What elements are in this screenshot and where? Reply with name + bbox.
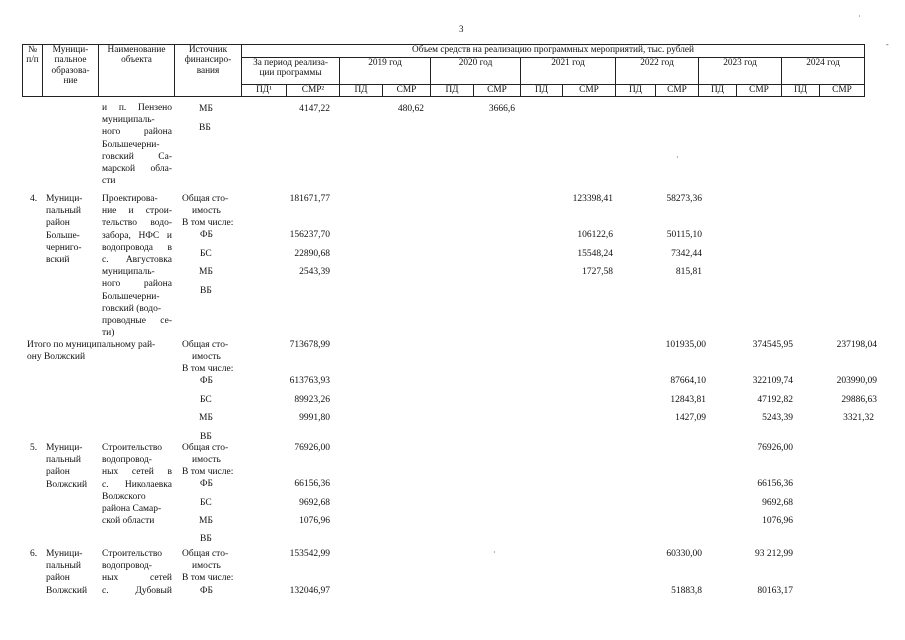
- source-total-line: В том числе:: [182, 218, 234, 229]
- value-cell: 5243,39: [762, 413, 793, 423]
- pd-header: ПД¹: [242, 85, 287, 97]
- municipality-line: черниго-: [46, 242, 82, 253]
- source-total-line: Общая сто-: [182, 443, 229, 453]
- value-cell: 203990,09: [836, 376, 877, 386]
- source-label: БС: [200, 498, 212, 508]
- value-cell: 51883,8: [671, 586, 702, 596]
- source-label: МБ: [199, 413, 213, 423]
- object-line: муниципаль-: [102, 267, 155, 278]
- pd-header: ПД: [616, 85, 656, 97]
- object-line: ного района: [102, 279, 172, 290]
- itogo-label-line: Итого по муниципальному рай-: [27, 340, 156, 350]
- municipality-line: район: [46, 573, 70, 584]
- value-cell: 237198,04: [836, 340, 877, 350]
- page-number: 3: [459, 24, 464, 34]
- object-line: забора, НФС и: [102, 230, 172, 241]
- itogo-label-line: ону Волжский: [27, 352, 86, 363]
- source-total-line: В том числе:: [182, 467, 234, 478]
- object-line: водопровода в: [102, 242, 172, 253]
- value-cell: 60330,00: [666, 549, 702, 559]
- object-line: Строительство: [102, 443, 163, 453]
- year-2019-header: 2019 год: [340, 58, 431, 85]
- col-municipality-header: Муници- пальное образова- ние: [43, 45, 99, 97]
- municipality-line: район: [46, 218, 70, 229]
- source-total-line: В том числе:: [182, 364, 234, 375]
- object-line: ных сетей: [102, 573, 172, 584]
- value-cell: 29886,63: [841, 395, 877, 405]
- row-number: 5.: [30, 443, 38, 453]
- itogo-source-total: [182, 339, 233, 376]
- source-total-line: имость: [192, 206, 221, 217]
- source-label: ВБ: [200, 432, 212, 442]
- value-cell: 1076,96: [762, 516, 793, 526]
- value-cell: 181671,77: [289, 194, 330, 204]
- value-cell: 815,81: [675, 267, 702, 277]
- value-cell: 1076,96: [299, 516, 330, 526]
- scan-speck: ·: [858, 12, 861, 21]
- pd-header: ПД: [340, 85, 383, 97]
- source-label: МБ: [199, 516, 213, 526]
- year-2022-header: 2022 год: [616, 58, 699, 85]
- smr-header: СМР²: [287, 85, 340, 97]
- row6-source-total: [182, 548, 233, 585]
- object-line: с. Николаевка: [102, 479, 172, 490]
- year-2024-header: 2024 год: [782, 58, 865, 85]
- value-cell: 374545,95: [752, 340, 793, 350]
- value-cell: 76926,00: [294, 443, 330, 453]
- year-2020-header: 2020 год: [431, 58, 521, 85]
- value-cell: 22890,68: [294, 249, 330, 259]
- value-cell: 15548,24: [577, 249, 613, 259]
- pd-header: ПД: [699, 85, 737, 97]
- source-total-line: Общая сто-: [182, 340, 229, 350]
- object-line: Проектирова-: [102, 194, 158, 204]
- municipality-line: Муници-: [46, 549, 83, 559]
- source-label: БС: [200, 249, 212, 259]
- object-line: проводные се-: [102, 316, 172, 327]
- value-cell: 76926,00: [757, 443, 793, 453]
- value-cell: 9692,68: [762, 498, 793, 508]
- scan-speck: ·: [676, 153, 679, 162]
- value-cell: 1727,58: [582, 267, 613, 277]
- row4-object: [102, 193, 172, 339]
- year-2023-header: 2023 год: [699, 58, 782, 85]
- object-line: водопровод-: [102, 455, 152, 466]
- source-label: ФБ: [200, 586, 213, 596]
- municipality-line: пальный: [46, 561, 82, 572]
- row-number: 6.: [30, 549, 38, 559]
- row5-source-total: [182, 442, 233, 479]
- object-line: ных сетей в: [102, 467, 172, 478]
- value-cell: 50115,10: [666, 230, 702, 240]
- itogo-label: [27, 339, 155, 363]
- value-cell: 156237,70: [289, 230, 330, 240]
- pd-header: ПД: [521, 85, 563, 97]
- object-line: Большечерни-: [102, 139, 160, 150]
- value-cell: 3666,6: [488, 104, 515, 114]
- object-line: сти: [102, 176, 116, 187]
- municipality-line: пальный: [46, 206, 82, 217]
- value-cell: 123398,41: [572, 194, 613, 204]
- value-cell: 101935,00: [665, 340, 706, 350]
- value-cell: 9991,80: [299, 413, 330, 423]
- municipality-line: Муници-: [46, 194, 83, 204]
- municipality-line: Муници-: [46, 443, 83, 453]
- row6-municipality: [46, 548, 87, 597]
- object-line: Большечерни-: [102, 291, 160, 302]
- object-line: Волжского: [102, 491, 146, 502]
- source-total-line: Общая сто-: [182, 549, 229, 559]
- object-line: марской обла-: [102, 164, 172, 175]
- object-line: ного района: [102, 127, 172, 138]
- value-cell: 12843,81: [670, 395, 706, 405]
- smr-header: СМР: [474, 85, 521, 97]
- object-line: Строительство: [102, 549, 163, 559]
- source-label: ФБ: [200, 376, 213, 386]
- value-cell: 7342,44: [671, 249, 702, 259]
- value-cell: 4147,22: [299, 104, 330, 114]
- smr-header: СМР: [820, 85, 865, 97]
- source-label: ВБ: [200, 534, 212, 544]
- object-line: говский (водо-: [102, 303, 162, 314]
- source-label: БС: [200, 395, 212, 405]
- object-line: ской области: [102, 516, 155, 527]
- municipality-line: вский: [46, 255, 70, 266]
- object-line: муниципаль-: [102, 115, 155, 126]
- smr-header: СМР: [656, 85, 699, 97]
- source-label: ВБ: [199, 123, 211, 133]
- row4-source-total: [182, 193, 233, 230]
- row5-object: [102, 442, 172, 527]
- value-cell: 66156,36: [757, 479, 793, 489]
- value-cell: 89923,26: [294, 395, 330, 405]
- source-label: ФБ: [200, 479, 213, 489]
- value-cell: 58273,36: [666, 194, 702, 204]
- scan-speck: ·: [493, 548, 496, 557]
- row4-municipality: [46, 193, 82, 266]
- object-line: водопровод-: [102, 561, 152, 572]
- table-header: [22, 44, 865, 97]
- value-cell: 613763,93: [289, 376, 330, 386]
- municipality-line: пальный: [46, 455, 82, 466]
- source-total-line: Общая сто-: [182, 194, 229, 204]
- col-no-header: № п/п: [23, 45, 43, 97]
- object-line: тельство водо-: [102, 218, 172, 229]
- smr-header: СМР: [737, 85, 782, 97]
- value-cell: 153542,99: [289, 549, 330, 559]
- pd-header: ПД: [431, 85, 474, 97]
- value-cell: 47192,82: [757, 395, 793, 405]
- row6-object: [102, 548, 172, 597]
- value-cell: 80163,17: [757, 586, 793, 596]
- object-line: говский Са-: [102, 151, 172, 162]
- row5-municipality: [46, 442, 87, 491]
- col-total-header: Объем средств на реализацию программных мероприятий, тыс. рублей: [242, 45, 865, 58]
- value-cell: 66156,36: [294, 479, 330, 489]
- source-label: МБ: [199, 104, 213, 114]
- value-cell: 132046,97: [289, 586, 330, 596]
- value-cell: 9692,68: [299, 498, 330, 508]
- object-line: с. Августовка: [102, 255, 172, 266]
- smr-header: СМР: [383, 85, 431, 97]
- source-total-line: имость: [192, 352, 221, 363]
- cont-object: [102, 102, 172, 187]
- object-line: и п. Пензено: [102, 103, 172, 113]
- value-cell: 87664,10: [670, 376, 706, 386]
- object-line: района Самар-: [102, 504, 162, 515]
- col-source-header: Источник финансиро- вания: [175, 45, 242, 97]
- municipality-line: Волжский: [46, 479, 88, 490]
- scan-speck: -: [886, 40, 889, 49]
- value-cell: 106122,6: [577, 230, 613, 240]
- source-total-line: имость: [192, 561, 221, 572]
- period-header: За период реализа- ции программы: [242, 58, 340, 85]
- pd-header: ПД: [782, 85, 820, 97]
- source-label: ФБ: [200, 230, 213, 240]
- value-cell: 3321,32: [843, 413, 874, 423]
- value-cell: 1427,09: [675, 413, 706, 423]
- value-cell: 322109,74: [752, 376, 793, 386]
- municipality-line: Больше-: [46, 230, 80, 241]
- object-line: с. Дубовый: [102, 585, 172, 596]
- col-object-header: Наименование объекта: [99, 45, 175, 97]
- year-2021-header: 2021 год: [521, 58, 616, 85]
- municipality-line: район: [46, 467, 70, 478]
- value-cell: 2543,39: [299, 267, 330, 277]
- smr-header: СМР: [563, 85, 616, 97]
- value-cell: 713678,99: [289, 340, 330, 350]
- object-line: ти): [102, 328, 115, 339]
- municipality-line: Волжский: [46, 585, 88, 596]
- source-total-line: В том числе:: [182, 573, 234, 584]
- object-line: ние и строи-: [102, 206, 172, 217]
- value-cell: 93 212,99: [755, 549, 793, 559]
- source-total-line: имость: [192, 455, 221, 466]
- source-label: МБ: [199, 267, 213, 277]
- value-cell: 480,62: [397, 104, 424, 114]
- row-number: 4.: [30, 194, 38, 204]
- source-label: ВБ: [200, 286, 212, 296]
